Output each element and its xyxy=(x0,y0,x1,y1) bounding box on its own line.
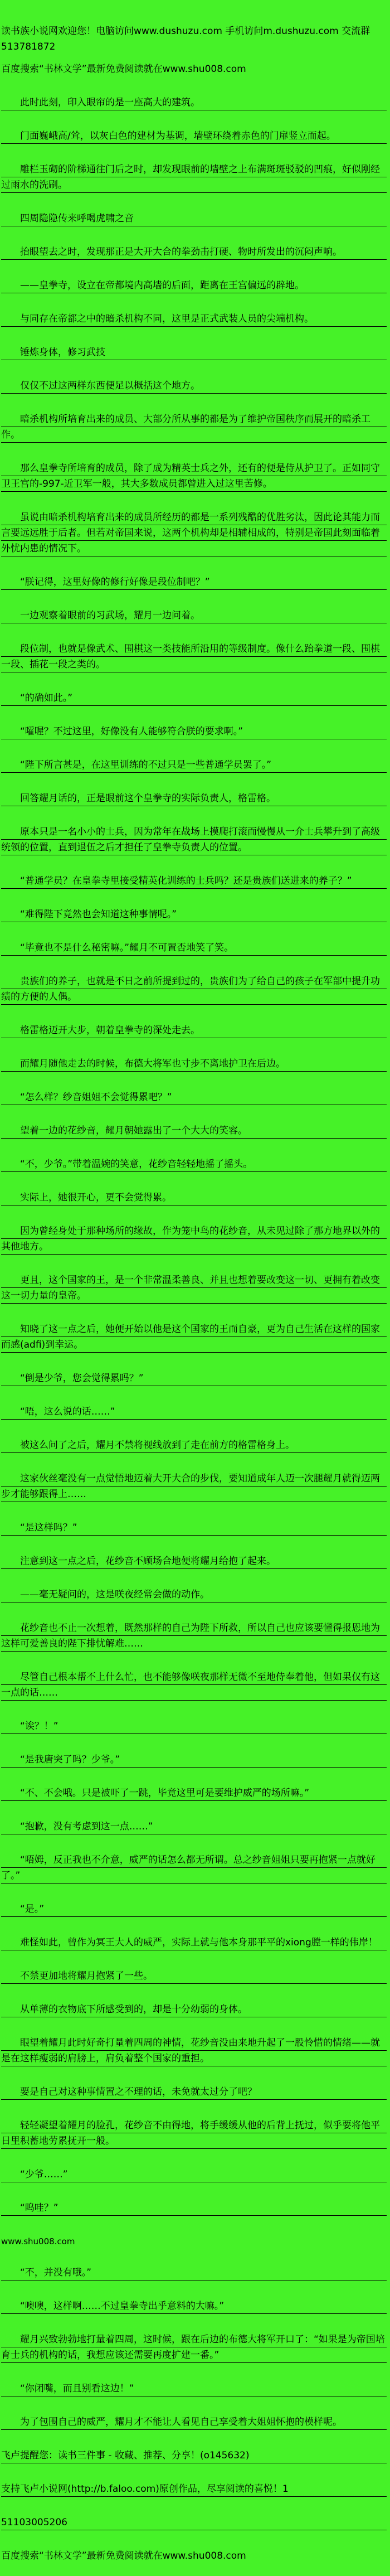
novel-paragraph: 为了包围自己的威严，耀月才不能让人看见自己享受着大姐姐怀抱的模样呢。 xyxy=(1,2414,387,2430)
novel-paragraph: 而耀月随他走去的时候，布德大将军也寸步不离地护卫在后边。 xyxy=(1,1056,387,1072)
novel-paragraph: 一边观察着眼前的习武场，耀月一边问着。 xyxy=(1,608,387,623)
novel-paragraph: “不、不会哦。只是被吓了一跳，毕竟这里可是要维护威严的场所嘛。” xyxy=(1,1785,387,1801)
novel-paragraph: “噢噢，这样啊……不过皇拳寺出乎意料的大嘛。” xyxy=(1,2298,387,2314)
novel-paragraph: ——皇拳寺，设立在帝都境内高墙的后面，距离在王宫偏远的辟地。 xyxy=(1,278,387,293)
novel-paragraph: 回答耀月话的，正是眼前这个皇拳寺的实际负责人，格雷格。 xyxy=(1,791,387,806)
novel-paragraph: “是。” xyxy=(1,1901,387,1917)
novel-paragraph: 更且，这个国家的王，是一个非常温柔善良、并且也想着要改变这一切、更拥有着改变这一切力量的皇帝。 xyxy=(1,1272,387,1304)
novel-paragraph: 从单薄的衣物底下所感受到的，却是十分幼弱的身体。 xyxy=(1,2002,387,2017)
novel-paragraph: 锤炼身体，修习武技 xyxy=(1,345,387,360)
novel-paragraph: 四周隐隐传来呼喝虎啸之音 xyxy=(1,211,387,226)
novel-paragraph: 原本只是一名小小的士兵，因为常年在战场上摸爬打滚而慢慢从一介士兵攀升到了高级统领的位置，直到退伍之后才担任了皇拳寺负责人的位置。 xyxy=(1,824,387,855)
novel-paragraph: 因为曾经身处于那种场所的缘故，作为笼中鸟的花纱音，从未见过除了那方地界以外的其他地方。 xyxy=(1,1223,387,1255)
novel-paragraph: “普通学员？在皇拳寺里接受精英化训练的士兵吗？还是贵族们送进来的养子？” xyxy=(1,873,387,889)
novel-paragraph: 要是自己对这种事情置之不理的话，未免就太过分了吧？ xyxy=(1,2084,387,2100)
novel-paragraph: “的确如此。” xyxy=(1,690,387,706)
novel-paragraph: 轻轻凝望着耀月的脸孔，花纱音不由得地，将手缓缓从他的后背上抚过，似乎要将他平日里积蓄地劳累抚开一般。 xyxy=(1,2118,387,2149)
novel-paragraph: “怎么样？纱音姐姐不会觉得累吧？” xyxy=(1,1090,387,1105)
novel-paragraph: 虽说由暗杀机构培育出来的成员所经历的都是一系列残酷的优胜劣汰，因此论其能力而言要远远胜于后者。但若对帝国来说，这两个机构却是相辅相成的，特别是帝国此刻面临着外忧内患的情况下。 xyxy=(1,510,387,556)
promo-line: 飞卢提醒您：读书三件事 - 收藏、推荐、分享！(o145632) xyxy=(1,2448,387,2463)
novel-paragraph: “倒是少爷，您会觉得累吗？” xyxy=(1,1371,387,1386)
novel-paragraph: 那么皇拳寺所培育的成员，除了成为精英士兵之外，还有的便是侍从护卫了。正如同守卫王宫的-997-近卫军一般，其大多数成员都曾进入过这里苦修。 xyxy=(1,461,387,492)
novel-content xyxy=(1,23,387,2564)
novel-paragraph: “朕记得，这里好像的修行好像是段位制吧？” xyxy=(1,574,387,590)
novel-paragraph: ——毫无疑问的，这是咲夜经常会做的动作。 xyxy=(1,1587,387,1602)
novel-paragraph: 难怪如此，曾作为冥王大人的威严，实际上就与他本身那平平的xiong膛一样的伟岸！ xyxy=(1,1935,387,1950)
novel-paragraph: “不，少爷。”带着温婉的笑意，花纱音轻轻地摇了摇头。 xyxy=(1,1156,387,1172)
novel-paragraph: 不禁更加地将耀月抱紧了一些。 xyxy=(1,1968,387,1984)
promo-line: 51103005206 xyxy=(1,2515,387,2530)
novel-paragraph: 格雷格迈开大步，朝着皇拳寺的深处走去。 xyxy=(1,1023,387,1038)
novel-paragraph: “毕竟也不是什么秘密嘛。”耀月不可置否地笑了笑。 xyxy=(1,940,387,956)
promo-line: 支持飞卢小说网(http://b.faloo.com)原创作品，尽享阅读的喜悦！1 xyxy=(1,2481,387,2497)
novel-paragraph: “是这样吗？” xyxy=(1,1520,387,1536)
novel-paragraph: “不，并没有哦。” xyxy=(1,2265,387,2280)
novel-paragraph: 注意到这一点之后，花纱音不顾场合地便将耀月给抱了起来。 xyxy=(1,1553,387,1569)
novel-paragraph: 花纱音也不止一次想着，既然那样的自己为陛下所救，所以自己也应该要懂得报恩地为这样可爱善良的陛下排忧解难…… xyxy=(1,1620,387,1652)
watermark-text: www.shu008.com xyxy=(1,2236,75,2246)
novel-paragraph: 这家伙丝毫没有一点觉悟地迈着大开大合的步伐，要知道成年人迈一次腿耀月就得迈两步才能够跟得上…… xyxy=(1,1471,387,1502)
novel-paragraph: 被这么问了之后，耀月不禁将视线放到了走在前方的格雷格身上。 xyxy=(1,1437,387,1453)
novel-paragraph: “呜哇？” xyxy=(1,2200,387,2216)
novel-paragraph: “唔，这么说的话……” xyxy=(1,1404,387,1420)
novel-paragraph: 抬眼望去之时，发现那正是大开大合的拳劲击打硬、物时所发出的沉闷声响。 xyxy=(1,244,387,260)
novel-paragraph: “你闭嘴，而且别看这边！” xyxy=(1,2381,387,2396)
novel-paragraph: “难得陛下竟然也会知道这种事情呢。” xyxy=(1,907,387,922)
site-header-line: 读书族小说网欢迎您！电脑访问www.dushuzu.com 手机访问m.dushuzu.com 交流群513781872 xyxy=(1,26,370,52)
novel-paragraph: 雕栏玉砌的阶梯通往门后之时，却发现眼前的墙壁之上布满斑斑驳驳的凹痕，好似刚经过雨水的洗刷。 xyxy=(1,162,387,193)
novel-paragraph: “抱歉，没有考虑到这一点……” xyxy=(1,1819,387,1834)
novel-paragraph: “是我唐突了吗？少爷。” xyxy=(1,1752,387,1768)
novel-paragraph: 贵族们的养子，也就是不日之前所提到过的，贵族们为了给自己的孩子在军部中提升功绩的方便的人偶。 xyxy=(1,974,387,1005)
novel-paragraph: “诶？！” xyxy=(1,1718,387,1734)
novel-paragraph: “少爷……” xyxy=(1,2167,387,2182)
novel-paragraph: 望着一边的花纱音，耀月朝她露出了一个大大的笑容。 xyxy=(1,1123,387,1139)
site-footer-line: 百度搜索“书林文学”最新免费阅读就在www.shu008.com xyxy=(1,2550,246,2562)
novel-paragraph: 耀月兴致勃勃地打量着四周，这时候，跟在后边的布德大将军开口了：“如果是为帝国培育士兵的机构的话，我想应该还需要再度扩建一番。” xyxy=(1,2332,387,2363)
novel-paragraph: 门面巍峨高/耸，以灰白色的建材为基调，墙壁环绕着赤色的门扉竖立而起。 xyxy=(1,128,387,144)
novel-paragraph: 与同存在帝都之中的暗杀机构不同，这里是正式武装人员的尖端机构。 xyxy=(1,311,387,327)
site-header-line: 百度搜索“书林文学”最新免费阅读就在www.shu008.com xyxy=(1,64,246,75)
novel-paragraph: 暗杀机构所培育出来的成员、大部分所从事的都是为了维护帝国秩序而展开的暗杀工作。 xyxy=(1,411,387,443)
novel-paragraph: 眼望着耀月此时好奇打量着四周的神情，花纱音没由来地升起了一股怜惜的情绪——就是在这样瘦弱的肩膀上，肩负着整个国家的重担。 xyxy=(1,2035,387,2066)
novel-paragraph: 段位制，也就是像武术、围棋这一类技能所沿用的等级制度。像什么跆拳道一段、围棋一段、插花一段之类的。 xyxy=(1,641,387,672)
novel-paragraph: “唔姆，反正我也不介意，威严的话怎么都无所谓。总之纱音姐姐只要再抱紧一点就好了。” xyxy=(1,1852,387,1883)
novel-paragraph: 实际上，她很开心，更不会觉得累。 xyxy=(1,1190,387,1205)
novel-paragraph: 尽管自己根本帮不上什么忙，也不能够像咲夜那样无微不至地侍奉着他，但如果仅有这一点的话…… xyxy=(1,1669,387,1701)
novel-paragraph: 知晓了这一点之后，她便开始以他是这个国家的王而自豪，更为自己生活在这样的国家而感(adfi)到幸运。 xyxy=(1,1321,387,1353)
novel-paragraph: 仅仅不过这两样东西便足以概括这个地方。 xyxy=(1,378,387,394)
novel-paragraph: “嚯喔？不过这里，好像没有人能够符合朕的要求啊。” xyxy=(1,724,387,739)
novel-paragraph: 此时此刻，印入眼帘的是一座高大的建筑。 xyxy=(1,95,387,110)
novel-paragraph: “陛下所言甚是，在这里训练的不过只是一些普通学员罢了。” xyxy=(1,757,387,773)
